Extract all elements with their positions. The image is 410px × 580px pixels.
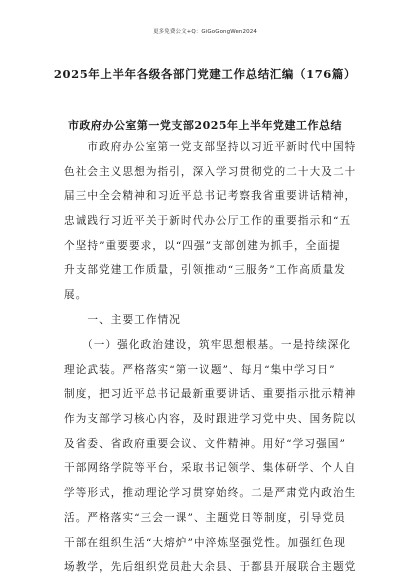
paragraph-line: 届三中全会精神和习近平总书记考察我省重要讲话精神， <box>64 190 357 203</box>
heading-main-work: 一、主要工作情况 <box>64 313 181 326</box>
paragraph-line: 升支部党建工作质量，引领推动“三服务”工作高质量发 <box>64 264 346 277</box>
paragraph-political-building <box>64 333 357 580</box>
paragraph-line: 干部在组织生活“大熔炉”中淬炼坚强党性。加强红色现 <box>64 536 346 549</box>
paragraph-line: 忠诚践行习近平关于新时代办公厅工作的重要指示和“五 <box>64 215 352 228</box>
paragraph-line: 作为支部学习核心内容，及时跟进学习党中央、国务院以 <box>64 413 357 426</box>
paragraph-line: 及省委、省政府重要会议、文件精神。用好“学习强国” <box>64 437 346 450</box>
paragraph-line: 制度，把习近平总书记最新重要讲话、重要指示批示精神 <box>64 388 357 401</box>
paragraph-line: 展。 <box>64 289 88 302</box>
paragraph-line: 色社会主义思想为指引，深入学习贯彻党的二十大及二十 <box>64 165 357 178</box>
paragraph-line: 学等形式，推动理论学习贯穿始终。二是严肃党内政治生 <box>64 487 357 500</box>
document-title: 2025年上半年各级各部门党建工作总结汇编（176篇） <box>53 67 357 81</box>
paragraph-line: 个坚持”重要要求，以“四强”支部创建为抓手，全面提 <box>64 239 341 252</box>
header-note: 更多免费公文+Q：GiGoGongWen2024 <box>153 29 257 35</box>
paragraph-line: （一）强化政治建设，筑牢思想根基。一是持续深化 <box>64 339 352 351</box>
paragraph-line: 干部网络学院等平台，采取书记领学、集体研学、个人自 <box>64 462 357 475</box>
paragraph-line: 市政府办公室第一党支部坚持以习近平新时代中国特 <box>64 141 357 153</box>
paragraph-intro <box>64 135 357 333</box>
paragraph-line: 场教学，先后组织党员赴大余县、于都县开展联合主题党 <box>64 561 357 574</box>
paragraph-line: 理论武装。严格落实“第一议题”、每月“集中学习日” <box>64 363 336 376</box>
section-title: 市政府办公室第一党支部2025年上半年党建工作总结 <box>67 119 343 132</box>
paragraph-line: 活。严格落实“三会一课”、主题党日等制度，引导党员 <box>64 511 346 524</box>
